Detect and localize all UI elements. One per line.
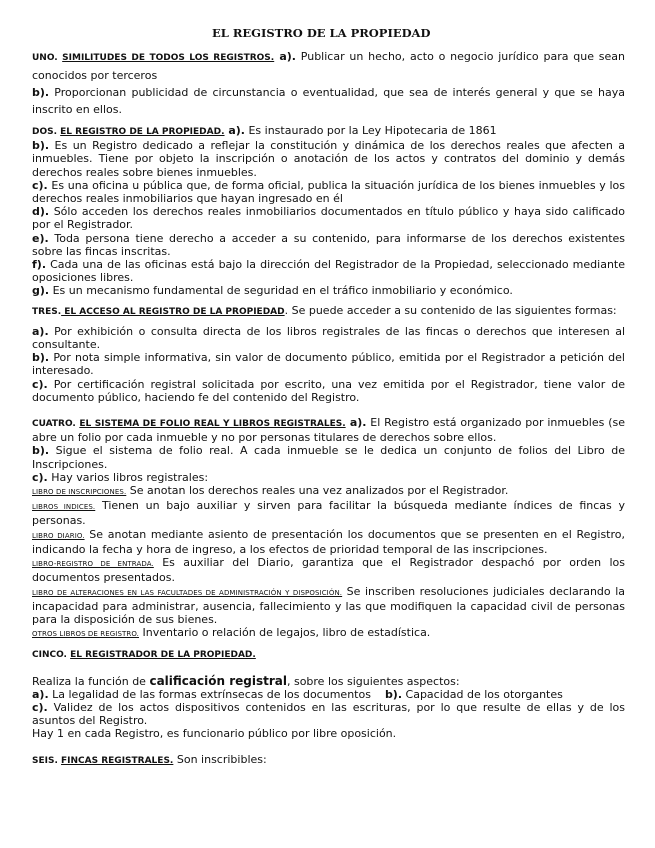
section-cinco xyxy=(32,647,625,662)
list-item: b). Por nota simple informativa, sin valor de documento público, emitida por el Registrador a petición del interesado. xyxy=(32,351,625,378)
section-uno-b xyxy=(32,84,625,118)
section-cuatro xyxy=(32,416,625,444)
item-label: b). xyxy=(32,86,50,99)
item-label: a). xyxy=(274,50,296,63)
item-label: a). xyxy=(224,124,245,137)
section-seis xyxy=(32,753,625,768)
document-title: EL REGISTRO DE LA PROPIEDAD xyxy=(212,26,431,40)
item-text: Es instaurado por la Ley Hipotecaria de 1861 xyxy=(244,124,497,137)
list-item: c). Es una oficina u pública que, de forma oficial, publica la situación jurídica de los bienes inmuebles y los derechos reales inmobiliarios que hayan ingresado en él xyxy=(32,178,625,206)
section-heading: SIMILITUDES DE TODOS LOS REGISTROS. xyxy=(62,53,275,63)
list-item: b). Sigue el sistema de folio real. A cada inmueble se le dedica un conjunto de folios del Libro de Inscripciones. xyxy=(32,444,625,471)
list-item: b). Es un Registro dedicado a reflejar la constitución y dinámica de los derechos reales que afecten a inmuebles. Tiene por objeto la inscripción o anotación de los actos y contratos del dominio y demás derechos reales sobre bienes inmuebles. xyxy=(32,139,625,179)
section-intro: . Se puede acceder a su contenido de las siguientes formas: xyxy=(284,303,617,317)
section-uno xyxy=(32,48,625,84)
section-number: CUATRO. xyxy=(32,419,80,430)
section-number: TRES. xyxy=(32,306,62,317)
section-number: UNO. xyxy=(32,53,63,63)
item-text: El Registro está organizado por inmuebles (se abre un folio por cada inmueble y no por personas titulares de derechos sobre ellos. xyxy=(32,416,625,445)
item-label: a). xyxy=(345,416,367,430)
list-item: d). Sólo acceden los derechos reales inmobiliarios documentados en título público y haya sido calificado por el Registrador. xyxy=(32,205,625,232)
book-item: LIBRO-REGISTRO DE ENTRADA. Es auxiliar del Diario, garantiza que el Registrador despachó por orden los documentos presentados. xyxy=(32,556,625,585)
list-item: a). La legalidad de las formas extrínsecas de los documentos b). Capacidad de los otorgantes xyxy=(32,687,563,701)
section-number: DOS. xyxy=(32,127,61,137)
item-text: Publicar un hecho, acto o negocio jurídico para que sean conocidos por terceros xyxy=(32,50,626,82)
item-text: Proporcionan publicidad de circunstancia o eventualidad, que sea de interés general y que se haya inscrito en ellos. xyxy=(32,86,625,116)
closing-text: Hay 1 en cada Registro, es funcionario público por libre oposición. xyxy=(32,727,397,741)
section-dos xyxy=(32,124,625,139)
list-item: e). Toda persona tiene derecho a acceder a su contenido, para informarse de los derechos existentes sobre las fincas inscritas. xyxy=(32,231,625,258)
book-item: LIBRO DIARIO. Se anotan mediante asiento de presentación los documentos que se presenten en el Registro, indicando la fecha y hora de ingreso, a los efectos de prioridad temporal de las inscripciones. xyxy=(32,527,625,556)
section-heading: EL REGISTRO DE LA PROPIEDAD. xyxy=(60,127,225,137)
section-tres xyxy=(32,304,625,319)
section-heading: EL REGISTRADOR DE LA PROPIEDAD. xyxy=(70,650,256,661)
section-number: CINCO. xyxy=(32,650,71,661)
section-heading: FINCAS REGISTRALES. xyxy=(61,755,174,766)
item-text: Son inscribibles: xyxy=(173,752,267,766)
book-item: LIBRO DE ALTERACIONES EN LAS FACULTADES DE ADMINISTRACIÓN Y DISPOSICIÓN. Se inscriben resoluciones judiciales declarando la incapacidad para administrar, ausencia, fallecimiento y las que modifiquen la capacidad civil de personas para la disposición de sus bienes. xyxy=(32,584,625,626)
list-item: c). Hay varios libros registrales: xyxy=(32,470,209,484)
book-item: OTROS LIBROS DE REGISTRO. Inventario o relación de legajos, libro de estadística. xyxy=(32,626,431,640)
list-item: f). Cada una de las oficinas está bajo la dirección del Registrador de la Propiedad, seleccionado mediante oposiciones libres. xyxy=(32,258,625,285)
section-heading: EL SISTEMA DE FOLIO REAL Y LIBROS REGISTRALES. xyxy=(79,419,346,430)
list-item: g). Es un mecanismo fundamental de seguridad en el tráfico inmobiliario y económico. xyxy=(32,284,513,298)
book-item: LIBRO DE INSCRIPCIONES. Se anotan los derechos reales una vez analizados por el Registrador. xyxy=(32,484,509,498)
book-item: LIBROS INDICES. Tienen un bajo auxiliar y sirven para facilitar la búsqueda mediante índices de fincas y personas. xyxy=(32,499,625,528)
section-heading: EL ACCESO AL REGISTRO DE LA PROPIEDAD xyxy=(61,306,285,317)
section-intro: Realiza la función de calificación registral, sobre los siguientes aspectos: xyxy=(32,673,460,688)
list-item: a). Por exhibición o consulta directa de los libros registrales de las fincas o derechos que interesen al consultante. xyxy=(32,324,625,352)
section-number: SEIS. xyxy=(32,755,62,766)
list-item: c). Validez de los actos dispositivos contenidos en las escrituras, por lo que resulte de ellas y de los asuntos del Registro. xyxy=(32,700,625,728)
list-item: c). Por certificación registral solicitada por escrito, una vez emitida por el Registrador, tiene valor de documento público, haciendo fe del contenido del Registro. xyxy=(32,377,625,404)
